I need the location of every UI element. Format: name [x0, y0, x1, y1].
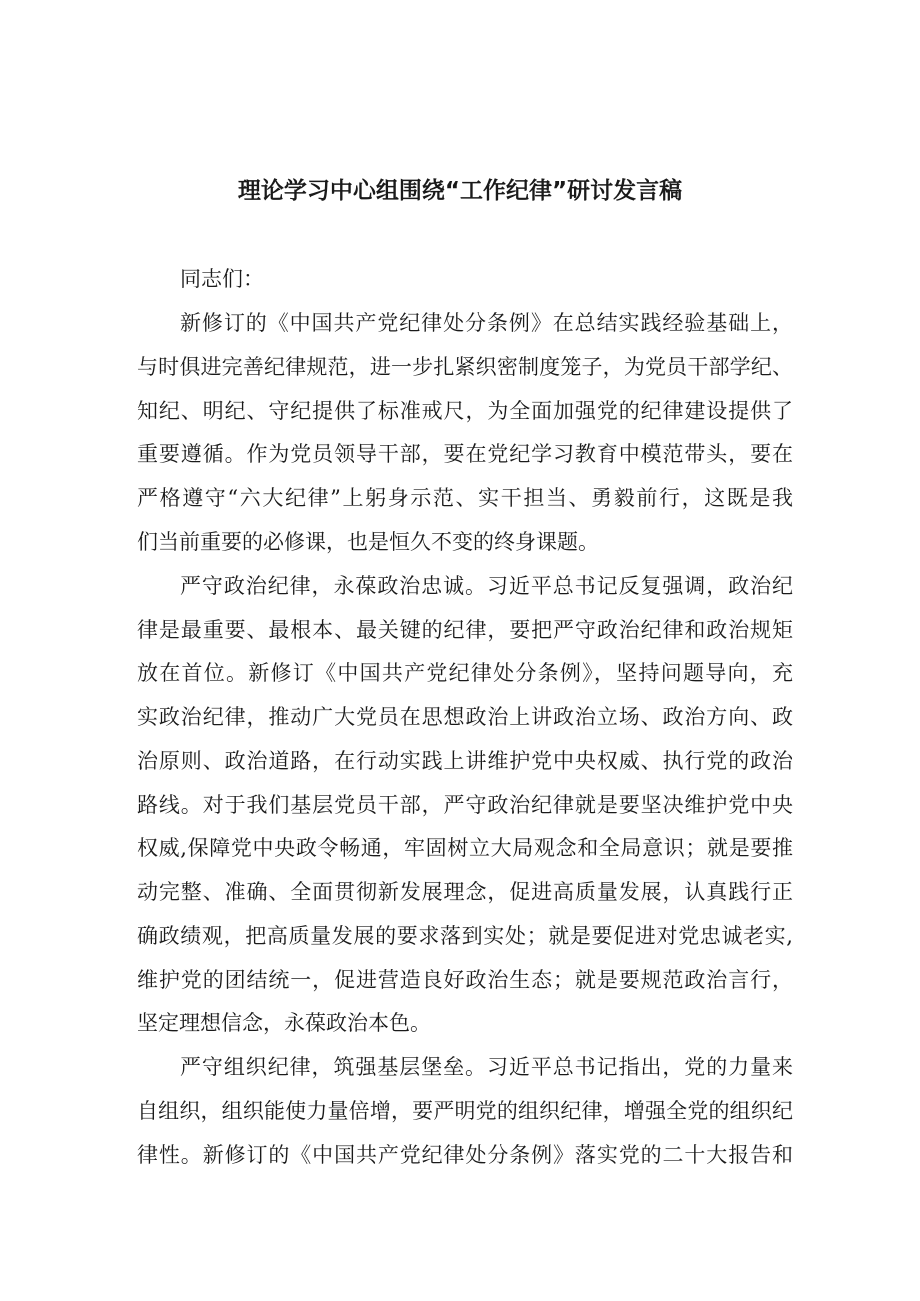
body-line: 动完整、准确、全面贯彻新发展理念，促进高质量发展，认真践行正 [137, 880, 793, 904]
body-line: 严守政治纪律，永葆政治忠诚。习近平总书记反复强调，政治纪 [180, 574, 793, 598]
body-line: 们当前重要的必修课，也是恒久不变的终身课题。 [137, 530, 599, 554]
body-line: 严格遵守“六大纪律”上躬身示范、实干担当、勇毅前行，这既是我 [137, 486, 793, 510]
body-line: 放在首位。新修订《中国共产党纪律处分条例》，坚持问题导向，充 [137, 661, 793, 685]
body-line: 治原则、政治道路，在行动实践上讲维护党中央权威、执行党的政治 [137, 749, 793, 773]
body-line: 自组织，组织能使力量倍增，要严明党的组织纪律，增强全党的组织纪 [137, 1099, 793, 1123]
document-title: 理论学习中心组围绕“工作纪律”研讨发言稿 [237, 178, 683, 204]
body-line: 确政绩观，把高质量发展的要求落到实处；就是要促进对党忠诚老实, [137, 924, 793, 948]
body-line: 律性。新修订的《中国共产党纪律处分条例》落实党的二十大报告和 [137, 1143, 793, 1167]
body-line: 维护党的团结统一，促进营造良好政治生态；就是要规范政治言行， [137, 968, 793, 992]
body-line: 重要遵循。作为党员领导干部，要在党纪学习教育中模范带头，要在 [137, 442, 793, 466]
body-line: 与时俱进完善纪律规范，进一步扎紧织密制度笼子，为党员干部学纪、 [137, 355, 793, 379]
body-line: 律是最重要、最根本、最关键的纪律，要把严守政治纪律和政治规矩 [137, 618, 793, 642]
body-line: 严守组织纪律，筑强基层堡垒。习近平总书记指出，党的力量来 [180, 1055, 793, 1079]
body-line: 路线。对于我们基层党员干部，严守政治纪律就是要坚决维护党中央 [137, 793, 793, 817]
body-line: 实政治纪律，推动广大党员在思想政治上讲政治立场、政治方向、政 [137, 705, 793, 729]
body-line: 新修订的《中国共产党纪律处分条例》在总结实践经验基础上， [180, 311, 793, 335]
body-line: 权威,保障党中央政令畅通，牢固树立大局观念和全局意识；就是要推 [137, 836, 793, 860]
body-line: 坚定理想信念，永葆政治本色。 [137, 1011, 431, 1035]
body-line: 知纪、明纪、守纪提供了标准戒尺，为全面加强党的纪律建设提供了 [137, 399, 793, 423]
greeting-line: 同志们： [180, 267, 264, 291]
